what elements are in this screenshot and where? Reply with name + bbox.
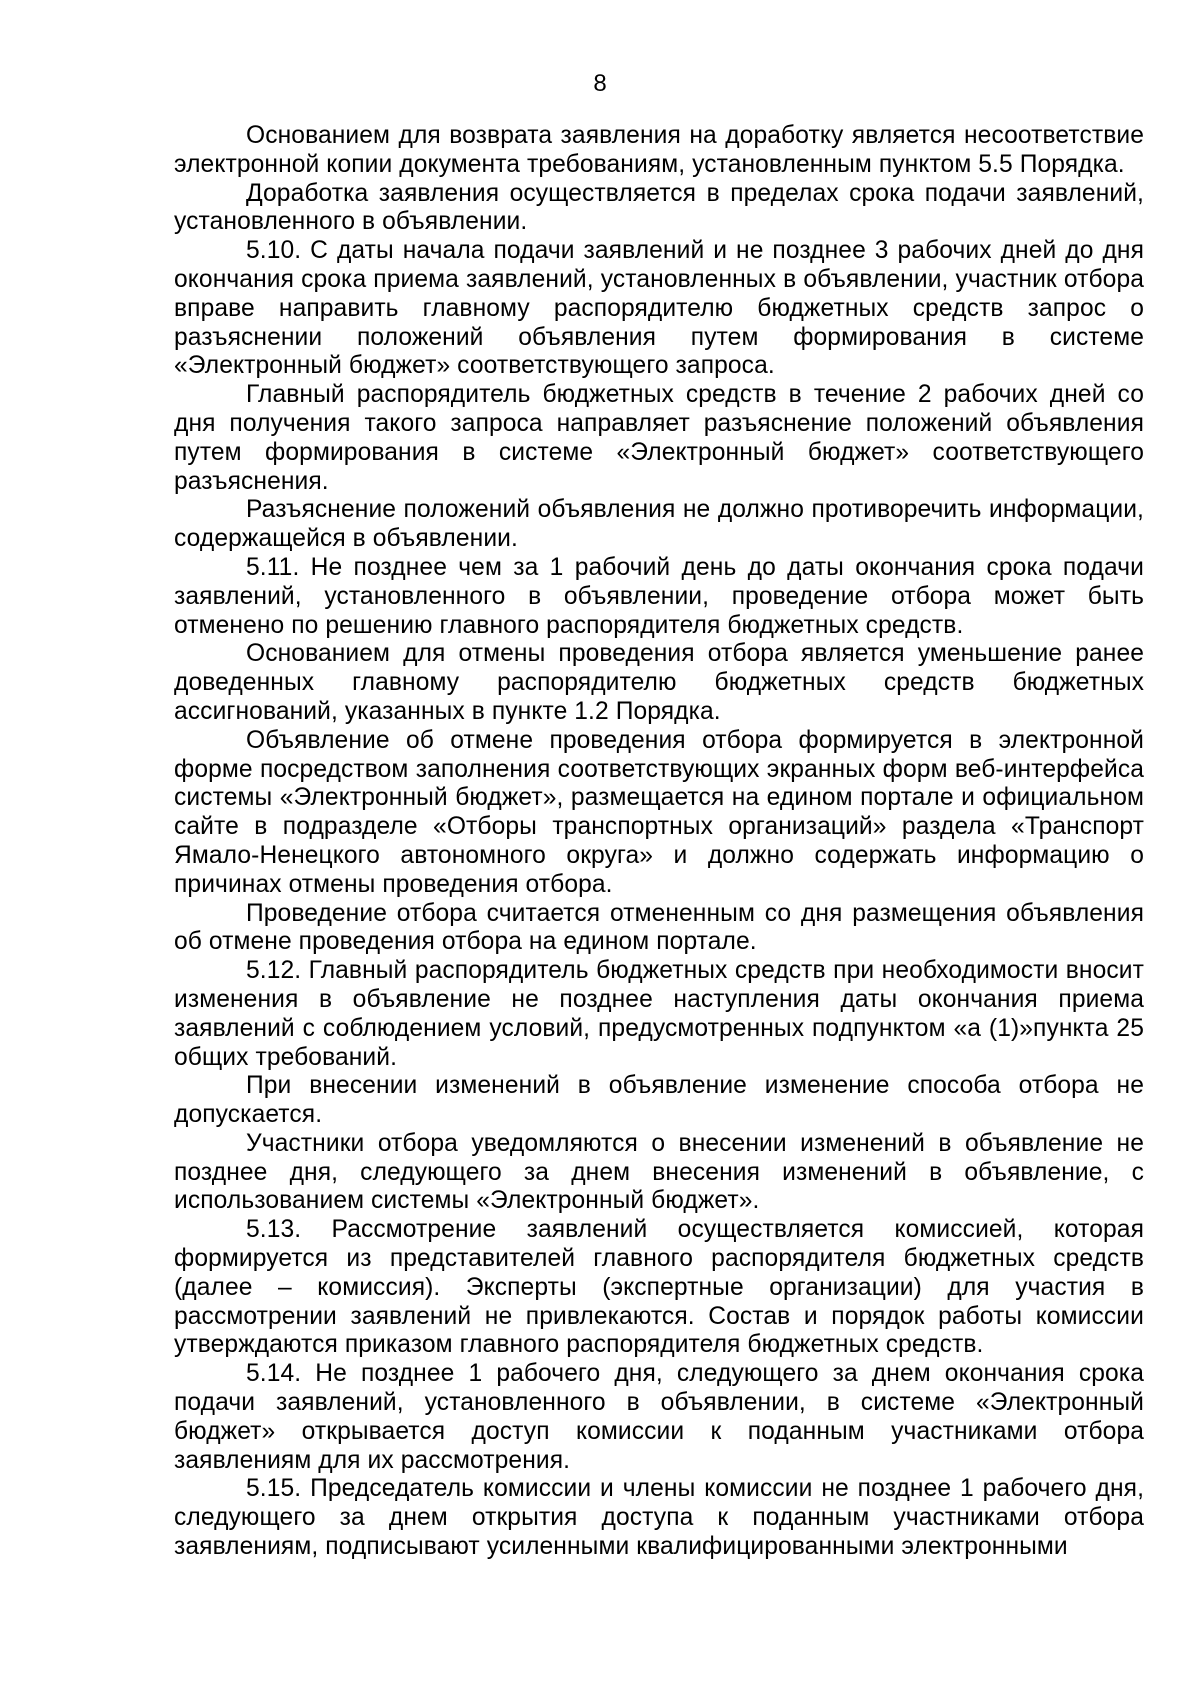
- paragraph-revision-period: Доработка заявления осуществляется в пределах срока подачи заявлений, установленного в объявлении.: [174, 179, 1144, 236]
- paragraph-5-12: 5.12. Главный распорядитель бюджетных средств при необходимости вносит изменения в объявление не позднее наступления даты окончания приема заявлений с соблюдением условий, предусмотренных подпунктом «а (1)»пункта 25 общих требований.: [174, 957, 1144, 1071]
- paragraph-cancellation-effective: Проведение отбора считается отмененным со дня размещения объявления об отмене проведения отбора на едином портале.: [174, 899, 1144, 956]
- paragraph-5-10: 5.10. С даты начала подачи заявлений и не позднее 3 рабочих дней до дня окончания срока приема заявлений, установленных в объявлении, участник отбора вправе направить главному распорядителю бюджетных средств запрос о разъяснении положений объявления путем формирования в системе «Электронный бюджет» соответствующего запроса.: [174, 237, 1144, 380]
- paragraph-cancellation-notice: Объявление об отмене проведения отбора формируется в электронной форме посредством заполнения соответствующих экранных форм веб-интерфейса системы «Электронный бюджет», размещается на едином портале и официальном сайте в подразделе «Отборы транспортных организаций» раздела «Транспорт Ямало-Ненецкого автономного округа» и должно содержать информацию о причинах отмены проведения отбора.: [174, 726, 1144, 898]
- paragraph-5-11: 5.11. Не позднее чем за 1 рабочий день до даты окончания срока подачи заявлений, установленного в объявлении, проведение отбора может быть отменено по решению главного распорядителя бюджетных средств.: [174, 553, 1144, 639]
- paragraph-return-grounds: Основанием для возврата заявления на доработку является несоответствие электронной копии документа требованиям, установленным пунктом 5.5 Порядка.: [174, 122, 1144, 178]
- paragraph-clarification-response: Главный распорядитель бюджетных средств в течение 2 рабочих дней со дня получения такого запроса направляет разъяснение положений объявления путем формирования в системе «Электронный бюджет» соответствующего разъяснения.: [174, 381, 1144, 495]
- paragraph-5-14: 5.14. Не позднее 1 рабочего дня, следующего за днем окончания срока подачи заявлений, установленного в объявлении, в системе «Электронный бюджет» открывается доступ комиссии к поданным участниками отбора заявлениям для их рассмотрения.: [174, 1360, 1144, 1474]
- page-number: 8: [593, 70, 607, 97]
- paragraph-participant-notification: Участники отбора уведомляются о внесении изменений в объявление не позднее дня, следующего за днем внесения изменений в объявление, с использованием системы «Электронный бюджет».: [174, 1129, 1144, 1215]
- paragraph-clarification-consistency: Разъяснение положений объявления не должно противоречить информации, содержащейся в объявлении.: [174, 496, 1144, 553]
- document-body: [174, 122, 1144, 1562]
- paragraph-cancellation-grounds: Основанием для отмены проведения отбора является уменьшение ранее доведенных главному распорядителю бюджетных средств бюджетных ассигнований, указанных в пункте 1.2 Порядка.: [174, 640, 1144, 725]
- paragraph-method-change: При внесении изменений в объявление изменение способа отбора не допускается.: [174, 1072, 1144, 1129]
- paragraph-5-13: 5.13. Рассмотрение заявлений осуществляется комиссией, которая формируется из представителей главного распорядителя бюджетных средств (далее – комиссия). Эксперты (экспертные организации) для участия в рассмотрении заявлений не привлекаются. Состав и порядок работы комиссии утверждаются приказом главного распорядителя бюджетных средств.: [174, 1216, 1144, 1359]
- paragraph-5-15: 5.15. Председатель комиссии и члены комиссии не позднее 1 рабочего дня, следующего за днем открытия доступа к поданным участниками отбора заявлениям, подписывают усиленными квалифицированными электронными: [174, 1475, 1144, 1561]
